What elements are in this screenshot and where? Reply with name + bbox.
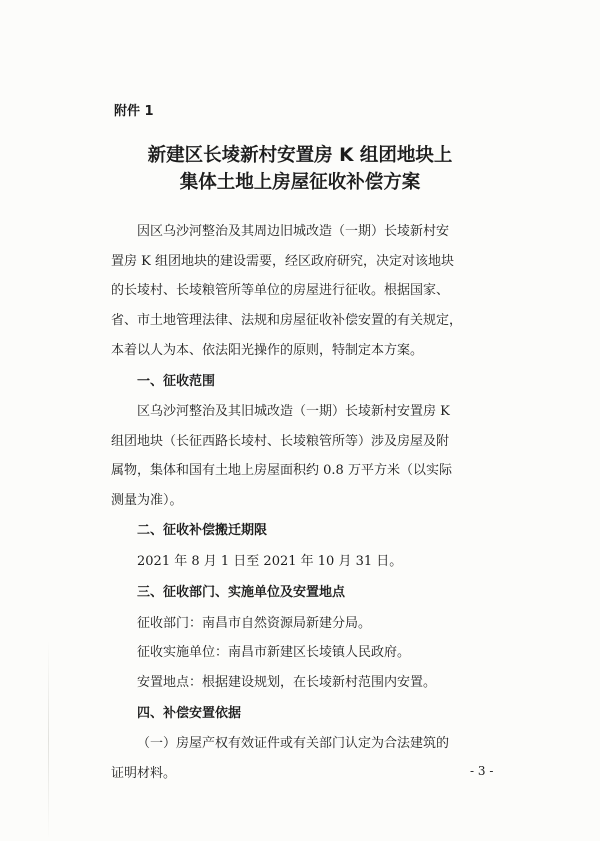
page-number: - 3 - (470, 764, 494, 778)
intro-line: 置房 K 组团地块的建设需要，经区政府研究，决定对该地块 (111, 254, 454, 269)
body-line: 征收实施单位：南昌市新建区长堎镇人民政府。 (137, 645, 411, 660)
body-line: 区乌沙河整治及其旧城改造（一期）长堎新村安置房 K (137, 404, 450, 419)
section-heading-departments: 三、征收部门、实施单位及安置地点 (137, 585, 346, 600)
intro-line: 因区乌沙河整治及其周边旧城改造（一期）长堎新村安 (137, 224, 450, 239)
scan-shadow (48, 640, 49, 840)
body-line: （一）房屋产权有效证件或有关部门认定为合法建筑的 (137, 736, 450, 751)
attachment-label: 附件 1 (114, 104, 154, 119)
body-line: 2021 年 8 月 1 日至 2021 年 10 月 31 日。 (137, 554, 403, 569)
section-heading-basis: 四、补偿安置依据 (137, 706, 242, 721)
body-line: 属物，集体和国有土地上房屋面积约 0.8 万平方米（以实际 (111, 463, 452, 478)
section-heading-scope: 一、征收范围 (137, 374, 216, 389)
body-line: 安置地点：根据建设规划，在长堎新村范围内安置。 (137, 675, 437, 690)
title-line-2: 集体土地上房屋征收补偿方案 (179, 172, 421, 193)
body-line: 测量为准）。 (111, 493, 183, 508)
intro-line: 省、市土地管理法律、法规和房屋征收补偿安置的有关规定， (111, 313, 463, 328)
body-line: 证明材料。 (111, 766, 177, 781)
intro-line: 本着以人为本、依法阳光操作的原则，特制定本方案。 (111, 343, 424, 358)
section-heading-period: 二、征收补偿搬迁期限 (137, 523, 268, 538)
title-line-1: 新建区长堎新村安置房 K 组团地块上 (147, 145, 453, 166)
intro-line: 的长堎村、长堎粮管所等单位的房屋进行征收。根据国家、 (111, 283, 450, 298)
body-line: 组团地块（长征西路长堎村、长堎粮管所等）涉及房屋及附 (111, 434, 450, 449)
body-line: 征收部门：南昌市自然资源局新建分局。 (137, 616, 372, 631)
